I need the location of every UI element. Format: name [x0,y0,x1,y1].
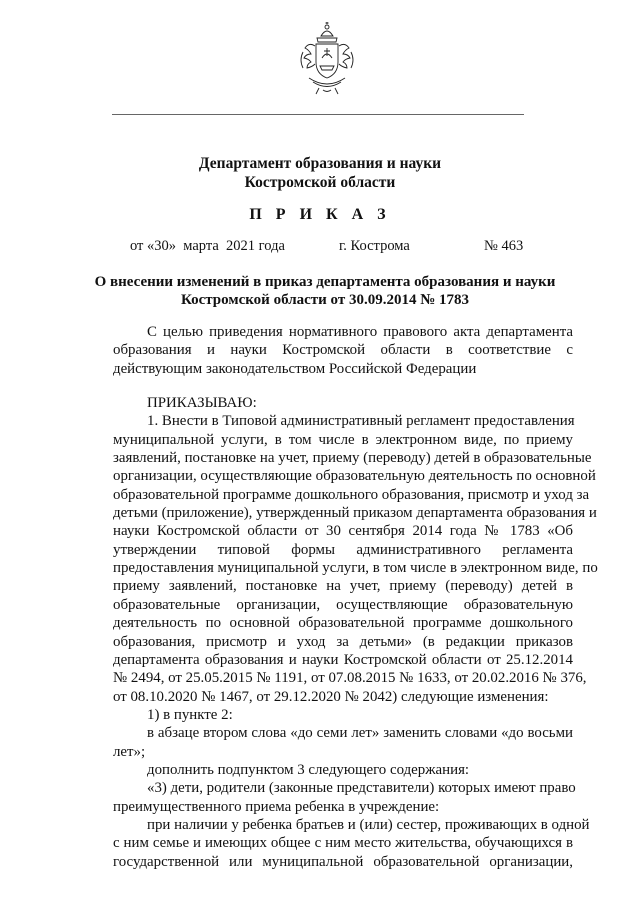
order-word: ПРИКАЗЫВАЮ: [147,395,257,412]
subitem-1-text: в абзаце втором слова «до семи лет» заменить словами «до восьми лет»; [113,725,573,760]
subject-line2: Костромской области от 30.09.2014 № 1783 [180,292,470,308]
coat-of-arms-emblem [297,22,357,98]
department-name-line1: Департамент образования и науки [198,155,442,172]
order-date: от «30» марта 2021 года [130,238,285,254]
header-divider [112,114,524,115]
department-name-line2: Костромской области [244,174,396,191]
item-1-paragraph: 1. Внести в Типовой административный регламент предоставления муниципальной услуги, в том числе в электронном виде, по приему заявлений, постановке на учет, приему (переводу) детей в образовательные организации, осуществляющие образовательную деятельность по основной образовательной программе дошкольного образования, присмотр и уход за детьми (приложение), утвержденный приказом департамента образования и науки Костромской области от 30 сентября 2014 года № 1783 «Об утверждении типовой формы административного регламента предоставления муниципальной услуги, в том числе в электронном виде, по приему заявлений, постановке на учет, приему (переводу) детей в образовательные организации, осуществляющие образовательную деятельность по основной образовательной программе дошкольного образования, присмотр и уход за детьми» (в редакции приказов департамента образования и науки Костромской области от 25.12.2014 № 2494, от 25.05.2015 № 1191, от 07.08.2015 № 1633, от 20.02.2016 № 376, от 08.10.2020 № 1467, от 29.12.2020 № 2042) следующие изменения: [113,413,598,705]
preamble-paragraph: С целью приведения нормативного правового акта департамента образования и науки Костромской области в соответствие с действующим законодательством Российской Федерации [113,324,573,377]
preamble-text: С целью приведения нормативного правового акта департамента [147,324,573,340]
subject-line1: О внесении изменений в приказ департамента образования и науки [94,274,556,290]
subitem-1-heading: 1) в пункте 2: [147,706,233,723]
order-city: г. Кострома [339,238,410,254]
order-number: № 463 [484,238,524,254]
document-title: П Р И К А З [249,206,391,223]
document-body [113,323,598,871]
quoted-subitem-3: «3) дети, родители (законные представители) которых имеют право преимущественного приема ребенка в учреждение: [113,780,576,815]
condition-paragraph: при наличии у ребенка братьев и (или) сестер, проживающих в одной с ним семье и имеющих общее с ним место жительства, обучающихся в государственной или муниципальной образовательной организации, [113,816,590,870]
subitem-1-addition: дополнить подпунктом 3 следующего содержания: [147,761,470,778]
